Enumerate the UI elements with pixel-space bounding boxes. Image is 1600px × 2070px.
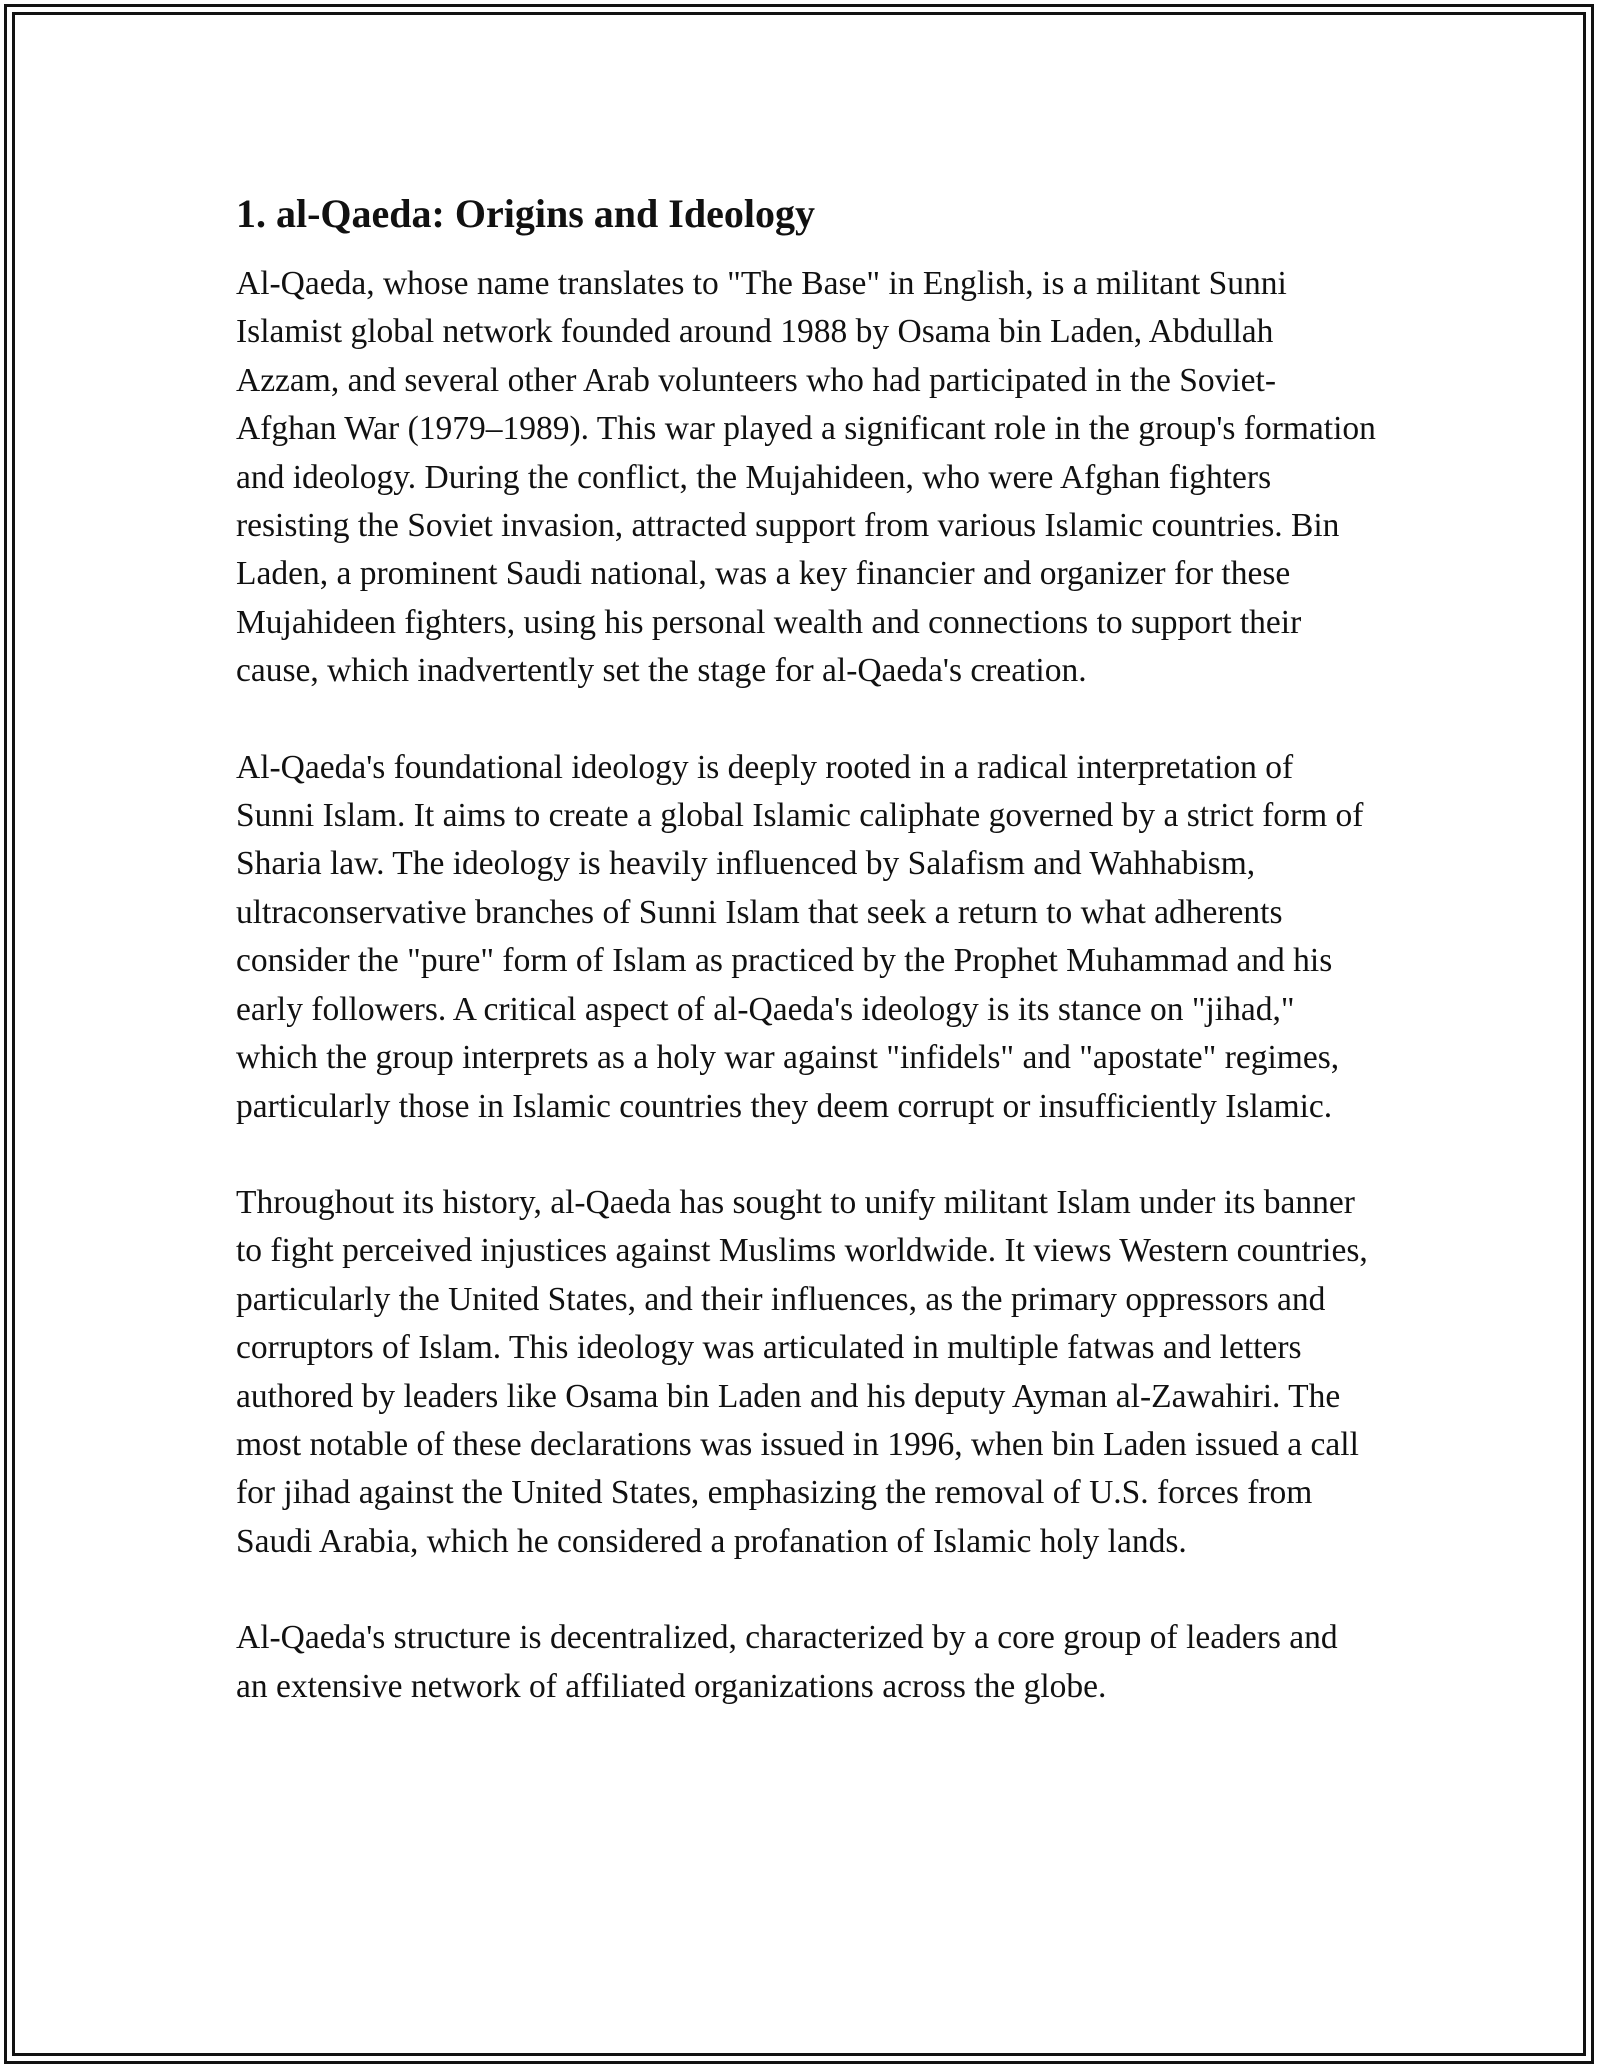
section-heading: 1. al-Qaeda: Origins and Ideology (236, 191, 815, 236)
paragraph-structure: Al-Qaeda's structure is decentralized, characterized by a core group of leaders and an extensive network of affiliated organizations across the globe. (236, 1619, 1338, 1705)
paragraph-history: Throughout its history, al-Qaeda has sought to unify militant Islam under its banner to fight perceived injustices against Muslims worldwide. It views Western countries, particularly the United States, and their influences, as the primary oppressors and corruptors of Islam. This ideology was articulated in multiple fatwas and letters authored by leaders like Osama bin Laden and his deputy Ayman al-Zawahiri. The most notable of these declarations was issued in 1996, when bin Laden issued a call for jihad against the United States, emphasizing the removal of U.S. forces from Saudi Arabia, which he considered a profanation of Islamic holy lands. (236, 1183, 1368, 1560)
paragraph-origins: Al-Qaeda, whose name translates to "The Base" in English, is a militant Sunni Islamist global network founded around 1988 by Osama bin Laden, Abdullah Azzam, and several other Arab volunteers who had participated in the Soviet-Afghan War (1979–1989). This war played a significant role in the group's formation and ideology. During the conflict, the Mujahideen, who were Afghan fighters resisting the Soviet invasion, attracted support from various Islamic countries. Bin Laden, a prominent Saudi national, was a key financier and organizer for these Mujahideen fighters, using his personal wealth and connections to support their cause, which inadvertently set the stage for al-Qaeda's creation. (236, 265, 1376, 690)
paragraph-ideology: Al-Qaeda's foundational ideology is deeply rooted in a radical interpretation of Sunni Islam. It aims to create a global Islamic caliphate governed by a strict form of Sharia law. The ideology is heavily influenced by Salafism and Wahhabism, ultraconservative branches of Sunni Islam that seek a return to what adherents consider the "pure" form of Islam as practiced by the Prophet Muhammad and his early followers. A critical aspect of al-Qaeda's ideology is its stance on "jihad," which the group interprets as a holy war against "infidels" and "apostate" regimes, particularly those in Islamic countries they deem corrupt or insufficiently Islamic. (236, 748, 1364, 1125)
document-body (236, 186, 1376, 1711)
